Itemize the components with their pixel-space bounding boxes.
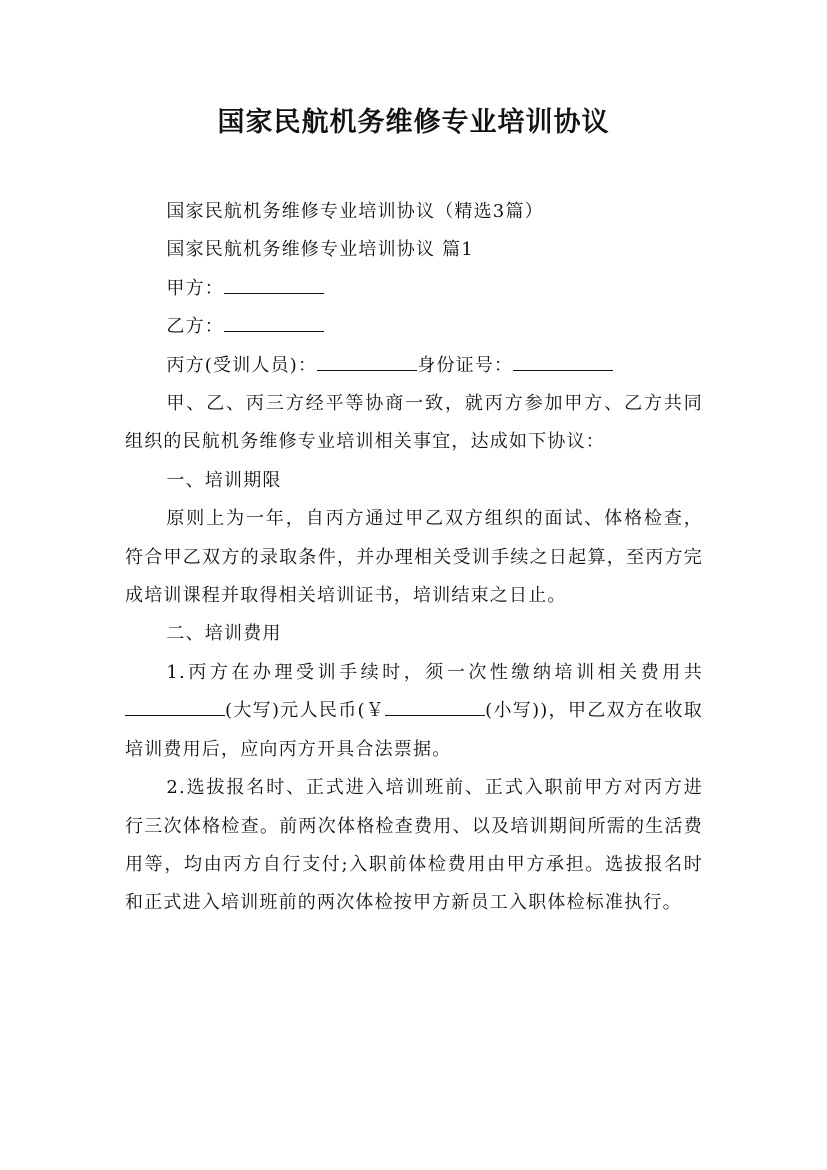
id-number-label: 身份证号：	[417, 354, 514, 376]
party-b-blank	[224, 315, 324, 332]
part-heading: 国家民航机务维修专业培训协议 篇1	[166, 239, 474, 261]
document-body	[125, 193, 703, 923]
party-a-label: 甲方：	[166, 277, 224, 299]
item1-text-2: (大写)元人民币(￥	[225, 700, 386, 722]
subtitle-line: 国家民航机务维修专业培训协议（精选3篇）	[166, 201, 544, 222]
party-b-line	[125, 308, 703, 346]
section1-heading: 一、培训期限	[166, 469, 282, 491]
party-a-blank	[224, 277, 324, 294]
item2-paragraph: 2.选拔报名时、正式进入培训班前、正式入职前甲方对丙方进行三次体格检查。前两次体格检查费用、以及培训期间所需的生活费用等，均由丙方自行支付;入职前体检费用由甲方承担。选拔报名时和正式进入培训班前的两次体检按甲方新员工入职体检标准执行。	[125, 777, 703, 914]
section2-heading: 二、培训费用	[166, 623, 282, 645]
party-a-line	[125, 270, 703, 308]
document-title: 国家民航机务维修专业培训协议	[217, 107, 610, 138]
section1-body: 原则上为一年，自丙方通过甲乙双方组织的面试、体格检查，符合甲乙双方的录取条件，并办理相关受训手续之日起算，至丙方完成培训课程并取得相关培训证书，培训结束之日止。	[125, 508, 703, 607]
intro-paragraph: 甲、乙、丙三方经平等协商一致，就丙方参加甲方、乙方共同组织的民航机务维修专业培训相关事宜，达成如下协议：	[125, 393, 703, 453]
item1-text-1: 1.丙方在办理受训手续时，须一次性缴纳培训相关费用共	[166, 661, 703, 683]
party-c-blank	[317, 354, 417, 371]
party-c-line	[125, 347, 703, 385]
fee-lowercase-blank	[385, 699, 485, 716]
item1-paragraph	[125, 654, 703, 769]
party-c-label: 丙方(受训人员)：	[166, 354, 318, 376]
item1-text-3: (小写))，甲乙双方在收取培训费用后，应向丙方开具合法票据。	[125, 700, 703, 760]
id-number-blank	[513, 354, 613, 371]
party-b-label: 乙方：	[166, 316, 224, 338]
fee-uppercase-blank	[125, 699, 225, 716]
